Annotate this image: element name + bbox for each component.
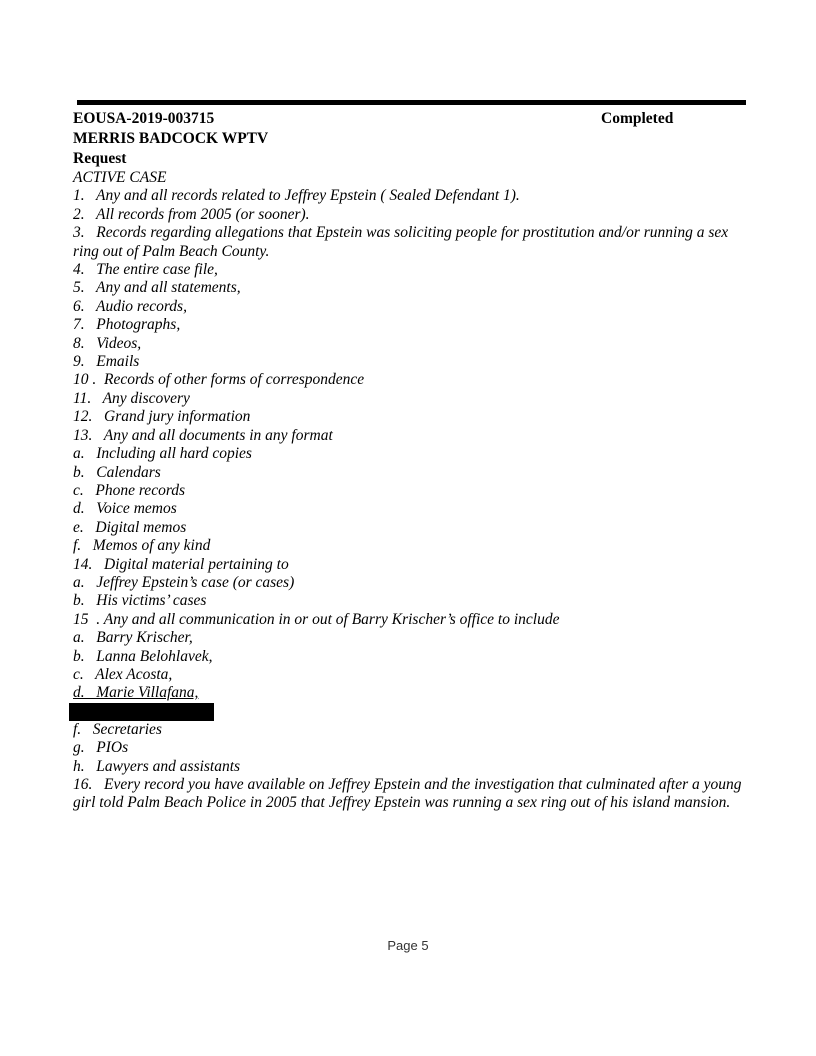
case-number: EOUSA-2019-003715 [73,110,215,127]
request-line: 11. Any discovery [73,389,190,407]
request-line: 6. Audio records, [73,297,187,315]
request-line: a. Jeffrey Epstein’s case (or cases) [73,573,295,591]
request-line: 4. The entire case file, [73,261,218,279]
request-line: ACTIVE CASE [73,169,167,186]
header-row [73,109,753,129]
request-body [73,129,748,813]
request-line: 1. Any and all records related to Jeffrey Epstein ( Sealed Defendant 1). [73,187,520,205]
request-line: 16. Every record you have available on Jeffrey Epstein and the investigation that culminated after a young girl told Palm Beach Police in 2005 that Jeffrey Epstein was running a sex ring out of his island mansion. [73,776,746,812]
request-line: g. PIOs [73,739,129,757]
request-line: 5. Any and all statements, [73,279,241,297]
request-line: f. Secretaries [73,720,162,738]
request-line: d. Marie Villafana, [73,684,199,702]
request-line: a. Barry Krischer, [73,629,193,647]
request-line: b. Lanna Belohlavek, [73,647,213,665]
request-line: a. Including all hard copies [73,445,252,463]
request-line: 15 . Any and all communication in or out of Barry Krischer’s office to include [73,610,560,628]
request-line: h. Lawyers and assistants [73,757,241,775]
requester-name: MERRIS BADCOCK WPTV [73,130,269,147]
request-line: f. Memos of any kind [73,537,211,555]
request-line: c. Phone records [73,481,186,499]
request-line: 7. Photographs, [73,316,181,334]
request-line: d. Voice memos [73,500,177,518]
header-rule [77,100,746,105]
request-line: 3. Records regarding allegations that Epstein was soliciting people for prostitution and/or running a sex ring out of Palm Beach County. [73,224,733,260]
status-label: Completed [601,110,674,127]
page-number: Page 5 [387,938,429,953]
request-line: b. Calendars [73,463,161,481]
request-line: c. Alex Acosta, [73,665,173,683]
request-line: 14. Digital material pertaining to [73,555,289,573]
request-line: 12. Grand jury information [73,408,251,426]
request-line: e. Digital memos [73,518,187,536]
redaction-block [69,703,214,721]
request-line: 10 . Records of other forms of correspondence [73,371,365,389]
section-label: Request [73,150,127,167]
request-line: 2. All records from 2005 (or sooner). [73,205,310,223]
request-line: 9. Emails [73,353,140,371]
request-line: 13. Any and all documents in any format [73,426,333,444]
request-line: b. His victims’ cases [73,592,207,610]
request-line: 8. Videos, [73,334,142,352]
